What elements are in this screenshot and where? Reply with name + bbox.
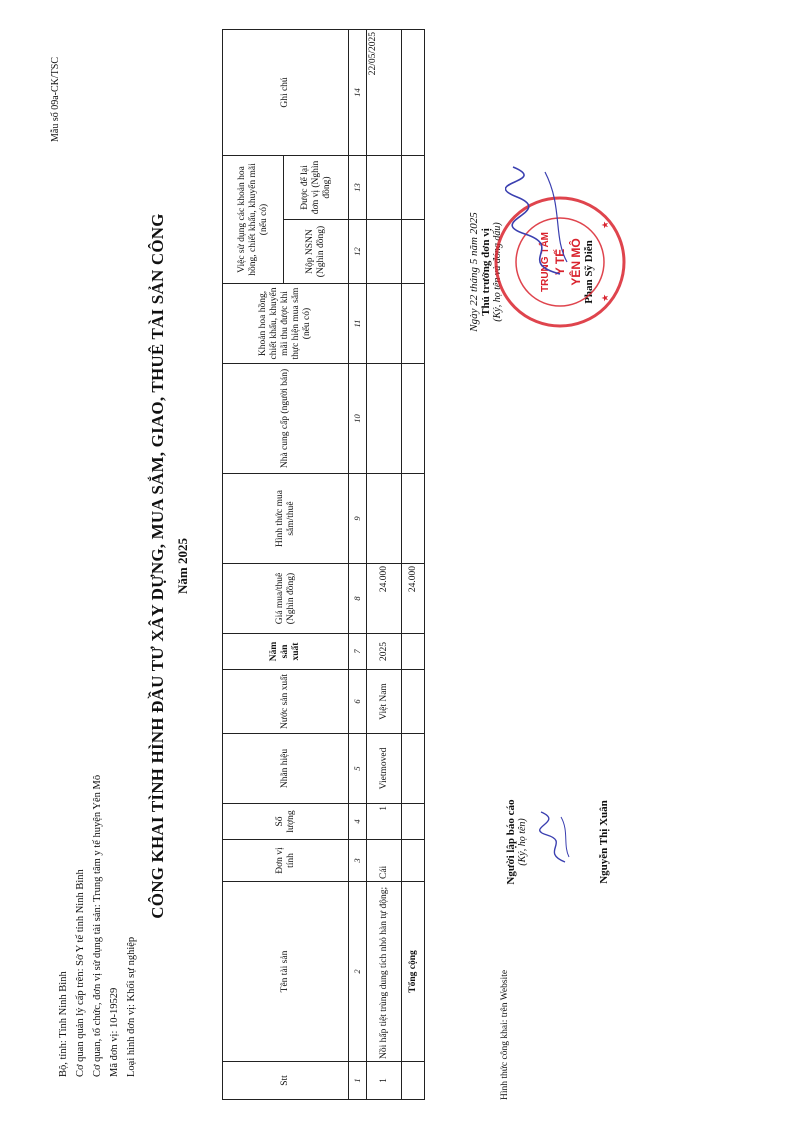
col-number: 8 xyxy=(349,564,367,634)
column-number-row xyxy=(349,29,367,1099)
col-number: 12 xyxy=(349,220,367,284)
total-price: 24.000 xyxy=(402,564,425,634)
col-number: 9 xyxy=(349,474,367,564)
unit-type-line: Loại hình đơn vị: Khối sự nghiệp xyxy=(126,936,137,1077)
col-country: Nước sản xuất xyxy=(223,670,349,734)
table-row xyxy=(367,29,402,1099)
cell-empty xyxy=(402,155,425,219)
stamp-line1: TRUNG TÂM xyxy=(540,232,551,292)
col-number: 10 xyxy=(349,364,367,474)
cell-empty xyxy=(402,220,425,284)
cell-empty xyxy=(402,670,425,734)
page-title: CÔNG KHAI TÌNH HÌNH ĐẦU TƯ XÂY DỰNG, MUA SẮM, GIAO, THUÊ TÀI SẢN CÔNG xyxy=(148,213,167,919)
stamp-line2: Y TẾ xyxy=(553,248,567,276)
unit-line: Cơ quan, tổ chức, đơn vị sử dụng tài sản: Trung tâm y tế huyện Yên Mô xyxy=(92,774,103,1077)
cell-unit: Cái xyxy=(367,840,402,882)
superior-line: Cơ quan quản lý cấp trên: Sở Y tế tỉnh Ninh Bình xyxy=(75,869,86,1077)
col-price: Giá mua/thuê (Nghìn đồng) xyxy=(223,564,349,634)
col-number: 13 xyxy=(349,155,367,219)
ministry-line: Bộ, tỉnh: Tỉnh Ninh Bình xyxy=(58,971,69,1077)
cell-brand: Vietmoved xyxy=(367,734,402,804)
cell-empty xyxy=(402,284,425,364)
cell-empty xyxy=(402,634,425,670)
disclosure-note: Hình thức công khai: trên Website xyxy=(500,969,510,1100)
header-info xyxy=(55,775,140,1077)
reporter-signature-block xyxy=(505,722,610,962)
head-role: Thủ trưởng đơn vị xyxy=(480,228,492,316)
col-number: 2 xyxy=(349,882,367,1062)
header-row xyxy=(223,29,284,1099)
col-unit: Đơn vị tính xyxy=(223,840,349,882)
cell-empty xyxy=(402,1062,425,1100)
cell-paid-budget xyxy=(367,220,402,284)
cell-supplier xyxy=(367,364,402,474)
cell-empty xyxy=(402,734,425,804)
col-number: 4 xyxy=(349,804,367,840)
report-year: Năm 2025 xyxy=(175,538,190,594)
cell-empty xyxy=(402,474,425,564)
cell-empty xyxy=(402,364,425,474)
col-method: Hình thức mua sắm/thuê xyxy=(223,474,349,564)
col-number: 3 xyxy=(349,840,367,882)
stamp-line3: YÊN MÔ xyxy=(569,238,583,286)
col-stt: Stt xyxy=(223,1062,349,1100)
cell-discounts xyxy=(367,284,402,364)
head-name: Phan Sỹ Diễn xyxy=(583,240,595,304)
signing-date: Ngày 22 tháng 5 năm 2025 xyxy=(468,212,480,332)
col-number: 5 xyxy=(349,734,367,804)
cell-stt: 1 xyxy=(367,1062,402,1100)
cell-quantity: 1 xyxy=(367,804,402,840)
col-discounts: Khoản hoa hồng, chiết khấu, khuyến mãi thu được khi thực hiện mua sắm (nếu có) xyxy=(223,284,349,364)
cell-method xyxy=(367,474,402,564)
head-note: (Ký, họ tên và đóng dấu) xyxy=(492,222,503,322)
cell-empty xyxy=(402,29,425,155)
col-usage-group: Việc sử dụng các khoản hoa hồng, chiết khấu, khuyến mãi (nếu có) xyxy=(223,155,284,283)
cell-price: 24.000 xyxy=(367,564,402,634)
col-paid-budget: Nộp NSNN (Nghìn đồng) xyxy=(284,220,349,284)
total-row xyxy=(402,29,425,1099)
reporter-role: Người lập báo cáo xyxy=(505,799,517,885)
reporter-name: Nguyễn Thị Xuân xyxy=(598,800,610,884)
cell-country: Việt Nam xyxy=(367,670,402,734)
total-label: Tổng cộng xyxy=(402,882,425,1062)
reporter-note: (Ký, họ tên) xyxy=(517,818,528,866)
cell-kept-unit xyxy=(367,155,402,219)
svg-text:★: ★ xyxy=(600,293,610,302)
col-number: 11 xyxy=(349,284,367,364)
col-year-made: Năm sản xuất xyxy=(223,634,349,670)
col-asset-name: Tên tài sản xyxy=(223,882,349,1062)
col-number: 7 xyxy=(349,634,367,670)
head-signature xyxy=(505,162,575,282)
cell-notes: 22/05/2025 xyxy=(367,29,402,155)
col-number: 1 xyxy=(349,1062,367,1100)
cell-empty xyxy=(402,804,425,840)
col-supplier: Nhà cung cấp (người bán) xyxy=(223,364,349,474)
cell-year-made: 2025 xyxy=(367,634,402,670)
reporter-signature xyxy=(535,807,575,867)
cell-asset-name: Nồi hấp tiệt trùng dung tích nhỏ hàn tự động; xyxy=(367,882,402,1062)
asset-table xyxy=(222,29,425,1100)
col-kept-unit: Được để lại đơn vị (Nghìn đồng) xyxy=(284,155,349,219)
cell-empty xyxy=(402,840,425,882)
col-quantity: Số lượng xyxy=(223,804,349,840)
col-notes: Ghi chú xyxy=(223,29,349,155)
col-brand: Nhãn hiệu xyxy=(223,734,349,804)
unit-code-line: Mã đơn vị: 10-19529 xyxy=(109,987,120,1077)
col-number: 14 xyxy=(349,29,367,155)
svg-text:★: ★ xyxy=(600,220,610,229)
form-code: Mẫu số 09a-CK/TSC xyxy=(50,57,61,142)
col-number: 6 xyxy=(349,670,367,734)
